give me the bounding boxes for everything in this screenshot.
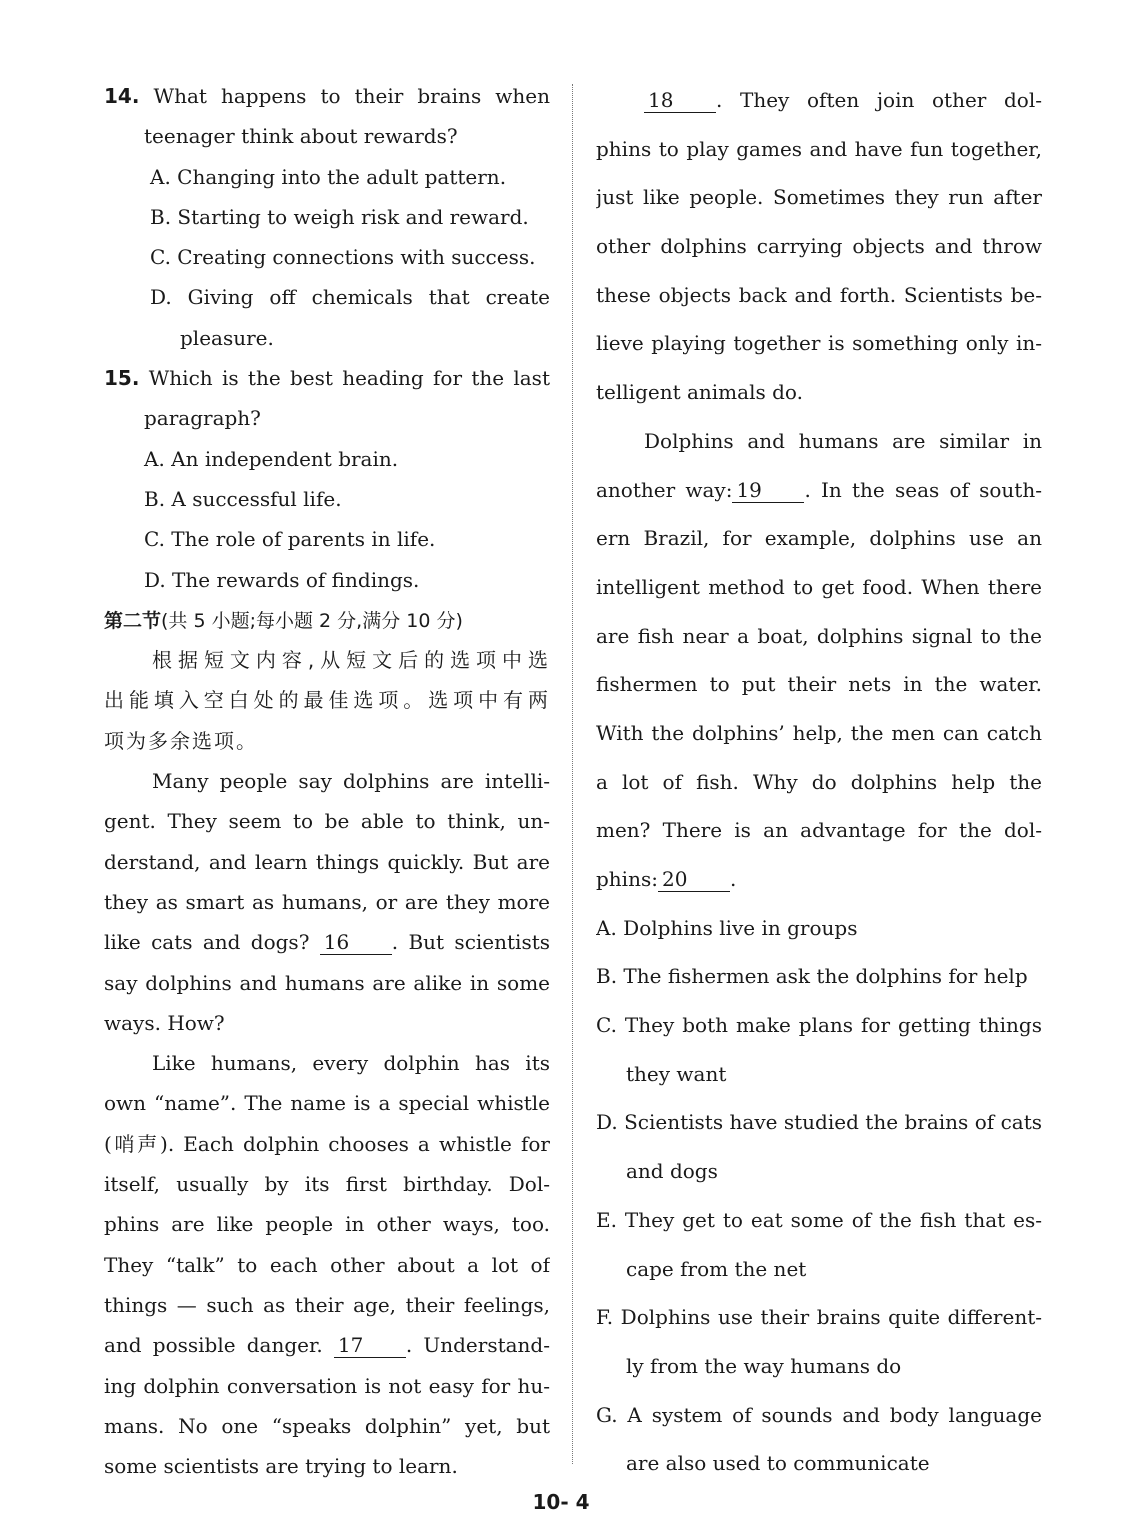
text-fragment: . They often join other dol- xyxy=(716,88,1042,112)
blank-18: 18 xyxy=(644,88,716,113)
option-f-cont: ly from the way humans do xyxy=(626,1353,902,1378)
text-line xyxy=(596,466,1042,515)
page-number: 10- 4 xyxy=(532,1490,590,1514)
option-d-cont: pleasure. xyxy=(180,325,274,350)
text-line: (哨声). Each dolphin chooses a whistle for xyxy=(104,1131,550,1156)
instructions-cont: 出能填入空白处的最佳选项。选项中有两 xyxy=(104,688,550,713)
right-column xyxy=(596,76,1042,1488)
option-d: D. Scientists have studied the brains of cats xyxy=(596,1110,1042,1135)
text-fragment: another way: xyxy=(596,477,733,502)
option-c: C. They both make plans for getting things xyxy=(596,1013,1042,1038)
text-line: mans. No one “speaks dolphin” yet, but xyxy=(104,1413,550,1438)
text-line: they as smart as humans, or are they more xyxy=(104,889,550,914)
text-line: own “name”. The name is a special whistle xyxy=(104,1091,550,1116)
blank-16: 16 xyxy=(320,930,392,955)
question-14 xyxy=(104,76,550,358)
text-line: They “talk” to each other about a lot of xyxy=(104,1252,550,1277)
text-line: men? There is an advantage for the dol- xyxy=(596,818,1042,843)
text-fragment: . But scientists xyxy=(391,930,550,955)
paragraph-1 xyxy=(104,761,550,1043)
text-line: fishermen to put their nets in the water. xyxy=(596,672,1042,697)
left-column xyxy=(104,76,550,1486)
text-line: these objects back and forth. Scientists be- xyxy=(596,282,1042,307)
text-line: say dolphins and humans are alike in some xyxy=(104,970,550,995)
question-stem-cont: paragraph? xyxy=(144,406,261,431)
option-b: B. Starting to weigh risk and reward. xyxy=(150,204,529,229)
question-stem: Which is the best heading for the last xyxy=(148,366,550,391)
text-line: derstand, and learn things quickly. But are xyxy=(104,849,550,874)
option-c: C. The role of parents in life. xyxy=(144,527,436,552)
text-line xyxy=(596,76,1042,125)
text-line: a lot of fish. Why do dolphins help the xyxy=(596,769,1042,794)
option-a: A. An independent brain. xyxy=(144,446,399,471)
text-line: telligent animals do. xyxy=(596,380,803,405)
option-d: D. The rewards of findings. xyxy=(144,567,420,592)
option-c: C. Creating connections with success. xyxy=(150,245,536,270)
text-line: just like people. Sometimes they run after xyxy=(596,185,1042,210)
option-g: G. A system of sounds and body language xyxy=(596,1402,1042,1427)
text-line: With the dolphins’ help, the men can catch xyxy=(596,720,1042,745)
paragraph-3 xyxy=(596,76,1042,417)
section-score: (共 5 小题;每小题 2 分,满分 10 分) xyxy=(161,609,463,632)
question-stem-cont: teenager think about rewards? xyxy=(144,124,458,149)
text-line xyxy=(104,922,550,962)
text-line: ways. How? xyxy=(104,1010,225,1035)
option-f: F. Dolphins use their brains quite different- xyxy=(596,1305,1042,1330)
option-a: A. Dolphins live in groups xyxy=(596,915,858,940)
option-g-cont: are also used to communicate xyxy=(626,1451,930,1476)
text-line xyxy=(104,1325,550,1365)
text-line: lieve playing together is something only in- xyxy=(596,331,1042,356)
option-c-cont: they want xyxy=(626,1061,727,1086)
text-fragment: phins: xyxy=(596,867,658,891)
section-title: 第二节 xyxy=(104,609,162,632)
option-a: A. Changing into the adult pattern. xyxy=(150,164,507,189)
option-b: B. A successful life. xyxy=(144,486,342,511)
question-number: 14. xyxy=(104,84,140,108)
instructions-cont: 项为多余选项。 xyxy=(104,728,258,753)
text-line: ern Brazil, for example, dolphins use an xyxy=(596,526,1042,551)
text-fragment: and possible danger. xyxy=(104,1333,323,1358)
text-line: phins to play games and have fun together, xyxy=(596,136,1042,161)
option-d-cont: and dogs xyxy=(626,1159,718,1184)
text-line: things — such as their age, their feelings, xyxy=(104,1292,550,1317)
paragraph-4 xyxy=(596,417,1042,904)
blank-19: 19 xyxy=(732,478,804,503)
text-line: some scientists are trying to learn. xyxy=(104,1454,458,1479)
text-line: intelligent method to get food. When there xyxy=(596,574,1042,599)
instructions: 根据短文内容,从短文后的选项中选 xyxy=(152,648,550,673)
text-line: phins are like people in other ways, too. xyxy=(104,1212,550,1237)
option-e: E. They get to eat some of the fish that es- xyxy=(596,1207,1042,1232)
blank-17: 17 xyxy=(334,1333,406,1358)
option-e-cont: cape from the net xyxy=(626,1256,807,1281)
section-header xyxy=(104,600,550,761)
blank-20: 20 xyxy=(658,867,730,892)
text-line xyxy=(596,855,1042,904)
question-number: 15. xyxy=(104,366,140,391)
question-15 xyxy=(104,358,550,600)
option-b: B. The fishermen ask the dolphins for help xyxy=(596,964,1028,989)
text-fragment: . In the seas of south- xyxy=(804,477,1042,502)
text-line: ing dolphin conversation is not easy for hu- xyxy=(104,1373,550,1398)
answer-options xyxy=(596,904,1042,1488)
text-line: other dolphins carrying objects and throw xyxy=(596,234,1042,259)
text-fragment: . xyxy=(729,867,737,891)
paragraph-2 xyxy=(104,1043,550,1486)
text-line: itself, usually by its first birthday. Dol- xyxy=(104,1172,550,1197)
text-line: Like humans, every dolphin has its xyxy=(152,1051,550,1076)
text-fragment: like cats and dogs? xyxy=(104,930,310,955)
question-stem: What happens to their brains when xyxy=(153,84,550,108)
text-line: Many people say dolphins are intelli- xyxy=(152,769,550,794)
column-divider xyxy=(572,84,573,1464)
option-d: D. Giving off chemicals that create xyxy=(150,285,550,310)
text-fragment: . Understand- xyxy=(405,1333,550,1358)
text-line: are fish near a boat, dolphins signal to the xyxy=(596,623,1042,648)
text-line: Dolphins and humans are similar in xyxy=(644,428,1042,453)
text-line: gent. They seem to be able to think, un- xyxy=(104,809,550,834)
